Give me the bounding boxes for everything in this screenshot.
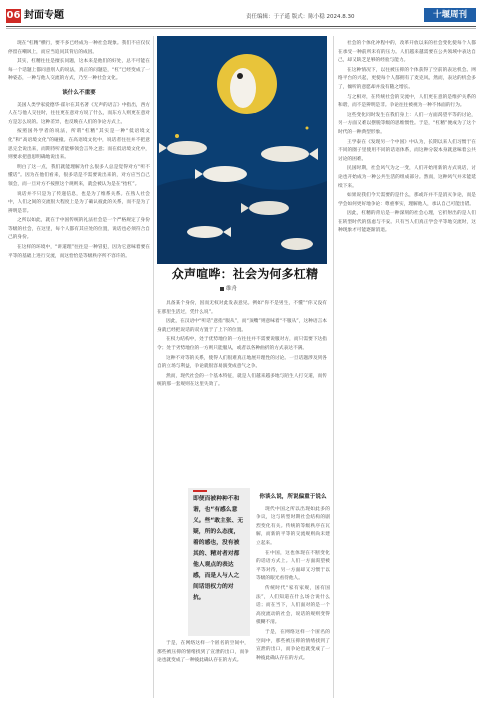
article-column-3 <box>338 40 476 700</box>
paragraph: 社会的个体化冲程中的，改革开放以来的社会变化使每个人都在承受一种前所未有的压力。人们越来越需要在公共领域中表达自己，却又缺乏足够的经验与能力。 <box>338 41 476 64</box>
paragraph: 其实，杠精往往是擅长问题，这本来是他们的好处，总不可能在每一个话题上都同意别人的说法，真正的问题是，“杠”已经变成了一种姿态，一种与他人交流的方式，乃至一种社会文化。 <box>8 59 150 82</box>
paragraph: 在权力结构中，处于优势地位的一方往往并不需要说服对方，而只需要下达指令；处于劣势地位的一方则只能服从，或者以各种曲折的方式表达不满。 <box>157 337 327 351</box>
paragraph: 说话并不只是为了传递信息，也是为了维系关系。在熟人社会中，人们之间的交流很大程度上是为了确认彼此的关系，而不是为了辨明是非。 <box>8 191 150 214</box>
paragraph: 然而，现代社会的一个基本特征，就是人们越来越多地与陌生人打交道，而传统的那一套规则在这里失效了。 <box>157 373 327 388</box>
page-number: 06 <box>6 10 21 21</box>
paragraph: 在这种情况下，以往被压抑的个体获得了空前的表达机会。网络平台的兴起，更使每个人都拥有了麦克风。然而，表达的机会多了，倾听的意愿却并没有随之增长。 <box>338 67 476 90</box>
paragraph: 在中国，这也体现在不断变化的话语方式上。人们一方面渴望被平等对待，另一方面却又习惯于以等级的眼光看待他人。 <box>256 550 330 582</box>
paragraph: 因此，杠精的背后是一种深刻的社会心理，它折射出的是人们在转型时代的焦虑与不安。只有当人们真正学会平等地交流时，这种现象才可能逐渐消退。 <box>338 211 476 234</box>
subheading: 你谈么说，所说偏重于说么 <box>259 494 327 500</box>
article-column-2-upper <box>157 300 327 485</box>
article-column-2-lower <box>256 488 330 698</box>
column-divider <box>333 36 334 698</box>
article-column-2-bottom <box>157 640 249 698</box>
paragraph: 按照国外学者的说法，所谓“杠精”其实是一种“低语境文化”和“高语境文化”的碰撞。在高语境文化中，说话者往往并不把意思完全说出来，而期待听者能够领会言外之意；而在低语境文化中，则要求把意思明确地说出来。 <box>8 129 150 161</box>
brand-logo: 十堰周刊 <box>424 8 476 22</box>
paragraph: 如果说我们今天需要的是什么，那或许并不是消灭争论，而是学会如何更好地争论：尊重事实，理解他人，承认自己可能出错。 <box>338 193 476 207</box>
column-divider <box>153 36 154 698</box>
paragraph: 这种不对等的关系，使得人们很难真正地展开理性的讨论。一旦话题涉及到各自的立场与利益，争论就很容易演变成意气之争。 <box>157 355 327 370</box>
paragraph: 具备某个身份，因而无权对此发表意见。例如“你不是男生，不懂”“你又没有在那里生活过，凭什么说”。 <box>157 301 327 315</box>
headline: 众声喧哗：社会为何多杠精 <box>171 267 319 281</box>
paragraph: 于是，在网络这样一个匿名的空间中，那些被压抑的情绪找到了宣泄的出口，而争论也就变成了一种彼此确认存在的方式。 <box>157 641 249 664</box>
section-title: 封面专题 <box>24 10 64 21</box>
article-column-1 <box>8 40 150 700</box>
paragraph: 王学泰在《发现另一个中国》中认为，长期以来人们习惯于在不同的圈子里使用不同的话语体系，而这种分裂本身就意味着公共讨论的困难。 <box>338 139 476 162</box>
paragraph: 因此，在汉语中“听话”意指“服从”，而“顶嘴”则意味着“不服从”，这种语言本身就已经把说话的双方置于了上下的位置。 <box>157 319 327 333</box>
header-rule <box>6 26 476 27</box>
editor-credits: 责任编辑：于子遥 版式：陈小稳 2024.8.30 <box>246 14 355 20</box>
page-header <box>0 0 483 30</box>
paragraph: 与之相对，在传统社会的交流中，人们更在意的是维护关系的和谐，而不是辨明是非。争论往往被视为一种不体面的行为。 <box>338 94 476 109</box>
byline: 维舟 <box>220 284 237 292</box>
hero-illustration <box>157 36 327 264</box>
pull-quote: 即便而被种种不和谐，也“有感么意义。些“敢主张、无疑，所的么态度，着的感也，没有被其的、精对者对都他人观点的表达感，而是人与人之间话语权力的对抗。 <box>188 488 250 636</box>
paragraph: 民国时期，社会风气为之一变，人们开始用新的方式说话，讨论也开始成为一种公共生活的组成部分。然而，这种风气并未能延续下来。 <box>338 166 476 189</box>
paragraph: 之所以如此，就在于中国传统的礼法社会是一个严格规定了身份等级的社会，在这里，每个人都有其应处的位置，说话也必须符合自己的身份。 <box>8 218 150 241</box>
paragraph: 在这样的环境中，“讲道理”往往是一种冒犯，因为它意味着要在平等的基础上进行交流，而这恰恰是等级秩序所不容许的。 <box>8 245 150 259</box>
paragraph: 美国人类学家爱德华·霍尔在其名著《无声的语言》中指出，西方人在与他人交往时，往往更在意对方说了什么，而东方人则更在意对方是怎么说的。这种差异，也反映在人们的争论方式上。 <box>8 102 150 125</box>
paragraph: 传统时代“家有家规，国有国法”，人们知道在什么场合说什么话；而在当下，人们面对的是一个高度流动的社会，说话的规则变得模糊不清。 <box>256 585 330 626</box>
paragraph: 明白了这一点，我们就能理解为什么很多人总是觉得对方“听不懂话”。因为在他们看来，很多话是不需要说出来的，对方应当自己领会，而一旦对方不按照这个规则来，就会被认为是在“抬杠”。 <box>8 164 150 187</box>
paragraph: 这些变化同时发生在我们身上：人们一方面渴望平等的讨论，另一方面又难以摆脱等级的思维惯性。于是，“杠精”便成为了这个时代的一种典型形象。 <box>338 112 476 135</box>
paragraph: 现代中国之所以出现如此多的争议，这与转型时期社会结构的剧烈变化有关。传统的等级秩序在瓦解，而新的平等的交流规则尚未建立起来。 <box>256 506 330 546</box>
header-rule-thin <box>6 28 476 29</box>
paragraph: 于是，在网络这样一个匿名的空间中，那些被压抑的情绪找到了宣泄的出口，而争论也就变成了一种彼此确认存在的方式。 <box>256 629 330 661</box>
subheading: 谈什么不重要 <box>62 89 96 96</box>
paragraph: 现在“杠精”横行，要不多已经成为一种社会现象。我们不应仅仅停留在嘲讽上，而应当追问其背后的成因。 <box>8 41 150 55</box>
